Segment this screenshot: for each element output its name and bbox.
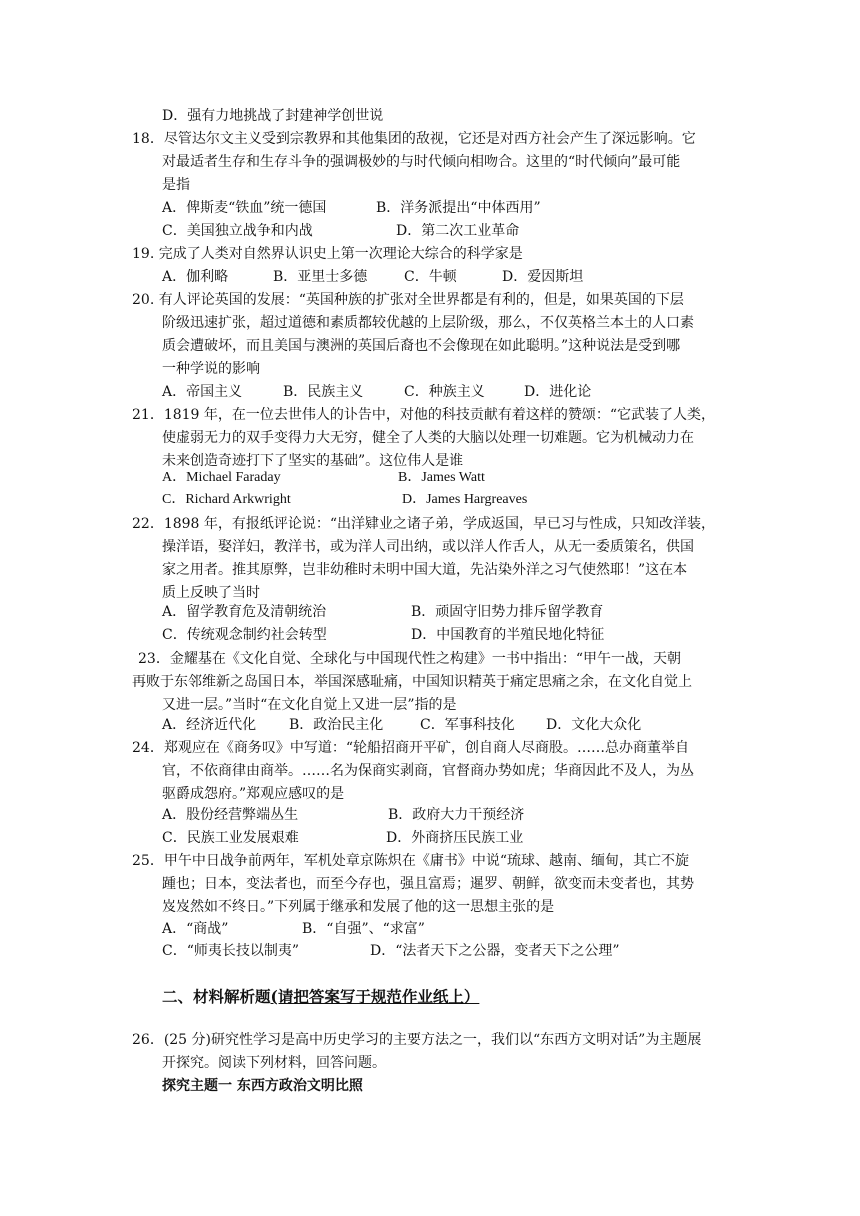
q23-option-b: B．政治民主化 bbox=[289, 717, 384, 733]
q19-option-d: D．爱因斯坦 bbox=[502, 269, 584, 285]
q23-stem-line-1: 23．金耀基在《文化自觉、全球化与中国现代性之构建》一书中指出：“甲午一战，天朝 bbox=[138, 651, 681, 667]
q20-option-a: A．帝国主义 bbox=[162, 384, 243, 400]
section-heading bbox=[162, 986, 479, 1008]
q23-stem-line-3: 又进一层。”当时“在文化自觉上又进一层”指的是 bbox=[162, 697, 457, 713]
q19-stem: 19. 完成了人类对自然界认识史上第一次理论大综合的科学家是 bbox=[132, 246, 523, 262]
q24-option-a: A．股份经营弊端丛生 bbox=[162, 807, 299, 823]
q18-option-c: C．美国独立战争和内战 bbox=[162, 223, 313, 239]
q24-option-b: B．政府大力干预经济 bbox=[388, 807, 525, 823]
q23-option-c: C．军事科技化 bbox=[420, 717, 515, 733]
section-instruction: (请把答案写于规范作业纸上） bbox=[270, 987, 480, 1006]
q20-stem-line-4: 一种学说的影响 bbox=[162, 361, 260, 377]
q21-stem-line-3: 未来创造奇迹打下了坚实的基础”。这位伟人是谁 bbox=[162, 453, 464, 469]
q19-option-b: B．亚里士多德 bbox=[273, 269, 368, 285]
q21-option-c: C．Richard Arkwright bbox=[162, 492, 291, 507]
q26-stem-line-1: 26．(25 分)研究性学习是高中历史学习的主要方法之一，我们以“东西方文明对话”为主题展 bbox=[132, 1032, 702, 1048]
q25-option-d: D．“法者天下之公器，变者天下之公理” bbox=[370, 943, 620, 959]
q24-stem-line-1: 24．郑观应在《商务叹》中写道：“轮船招商开平矿，创自商人尽商股。……总办商董举自 bbox=[132, 740, 689, 756]
q19-option-c: C．牛顿 bbox=[404, 269, 457, 285]
q26-theme-1-heading: 探究主题一 东西方政治文明比照 bbox=[162, 1078, 363, 1094]
q20-option-d: D．进化论 bbox=[524, 384, 592, 400]
q23-stem-line-2: 再败于东邻维新之岛国日本，举国深感耻痛，中国知识精英于痛定思痛之余，在文化自觉上 bbox=[132, 674, 692, 690]
q20-stem-line-2: 阶级迅速扩张，超过道德和素质都较优越的上层阶级，那么，不仅英格兰本土的人口素 bbox=[162, 315, 694, 331]
q24-option-c: C．民族工业发展艰难 bbox=[162, 830, 299, 846]
q25-option-a: A．“商战” bbox=[162, 921, 229, 937]
q19-option-a: A．伽利略 bbox=[162, 269, 229, 285]
q23-option-a: A．经济近代化 bbox=[162, 717, 257, 733]
q18-stem-line-2: 对最适者生存和生存斗争的强调极妙的与时代倾向相吻合。这里的“时代倾向”最可能 bbox=[162, 154, 681, 170]
q21-option-a: A．Michael Faraday bbox=[162, 470, 281, 485]
q25-option-b: B．“自强”、“求富” bbox=[302, 921, 425, 937]
q24-stem-line-2: 官，不依商律由商举。……名为保商实剥商，官督商办势如虎；华商因此不及人，为丛 bbox=[162, 763, 694, 779]
q22-stem-line-1: 22．1898 年，有报纸评论说：“出洋肄业之诸子弟，学成返国，早已习与性成，只知改洋装， bbox=[132, 516, 716, 532]
q21-option-b: B．James Watt bbox=[398, 470, 485, 485]
q25-stem-line-1: 25．甲午中日战争前两年，军机处章京陈炽在《庸书》中说“琉球、越南、缅甸，其亡不旋 bbox=[132, 853, 689, 869]
section-title: 二、材料解析题 bbox=[162, 987, 271, 1006]
q25-stem-line-2: 踵也；日本，变法者也，而至今存也，强且富焉；暹罗、朝鲜，欲变而未变者也，其势 bbox=[162, 876, 694, 892]
q22-stem-line-4: 质上反映了当时 bbox=[162, 585, 260, 601]
q18-stem-line-3: 是指 bbox=[162, 177, 190, 193]
q23-option-d: D．文化大众化 bbox=[546, 717, 642, 733]
q21-stem-line-2: 使虚弱无力的双手变得力大无穷，健全了人类的大脑以处理一切难题。它为机械动力在 bbox=[162, 430, 694, 446]
q21-option-d: D．James Hargreaves bbox=[402, 492, 528, 507]
q22-option-b: B．顽固守旧势力排斥留学教育 bbox=[411, 604, 604, 620]
q24-stem-line-3: 驱爵成怨府。”郑观应感叹的是 bbox=[162, 786, 345, 802]
q22-option-d: D．中国教育的半殖民地化特征 bbox=[411, 627, 605, 643]
q22-stem-line-3: 家之用者。推其原弊，岂非幼稚时未明中国大道，先沾染外洋之习气使然耶！”这在本 bbox=[162, 562, 688, 578]
q21-stem-line-1: 21．1819 年，在一位去世伟人的讣告中，对他的科技贡献有着这样的赞颂：“它武装了人类， bbox=[132, 407, 716, 423]
q22-option-a: A．留学教育危及清朝统治 bbox=[162, 604, 327, 620]
q24-option-d: D．外商挤压民族工业 bbox=[386, 830, 524, 846]
q25-stem-line-3: 岌岌然如不终日。”下列属于继承和发展了他的这一思想主张的是 bbox=[162, 899, 555, 915]
q18-option-b: B．洋务派提出“中体西用” bbox=[376, 200, 541, 216]
q20-stem-line-1: 20. 有人评论英国的发展：“英国种族的扩张对全世界都是有利的，但是，如果英国的下层 bbox=[132, 292, 684, 308]
q22-stem-line-2: 操洋语，娶洋妇，教洋书，或为洋人司出纳，或以洋人作舌人，从无一委质策名，供国 bbox=[162, 539, 694, 555]
q26-stem-line-2: 开探究。阅读下列材料，回答问题。 bbox=[162, 1055, 386, 1071]
q25-option-c: C．“师夷长技以制夷” bbox=[162, 943, 300, 959]
q18-option-a: A．俾斯麦“铁血”统一德国 bbox=[162, 200, 327, 216]
q20-option-c: C．种族主义 bbox=[404, 384, 485, 400]
q22-option-c: C．传统观念制约社会转型 bbox=[162, 627, 327, 643]
q18-option-d: D．第二次工业革命 bbox=[396, 223, 520, 239]
q18-stem-line-1: 18．尽管达尔文主义受到宗教界和其他集团的敌视，它还是对西方社会产生了深远影响。它 bbox=[132, 131, 696, 147]
q20-option-b: B．民族主义 bbox=[283, 384, 364, 400]
q17-option-d: D．强有力地挑战了封建神学创世说 bbox=[162, 108, 384, 124]
q20-stem-line-3: 质会遭破坏，而且美国与澳洲的英国后裔也不会像现在如此聪明。”这种说法是受到哪 bbox=[162, 338, 681, 354]
